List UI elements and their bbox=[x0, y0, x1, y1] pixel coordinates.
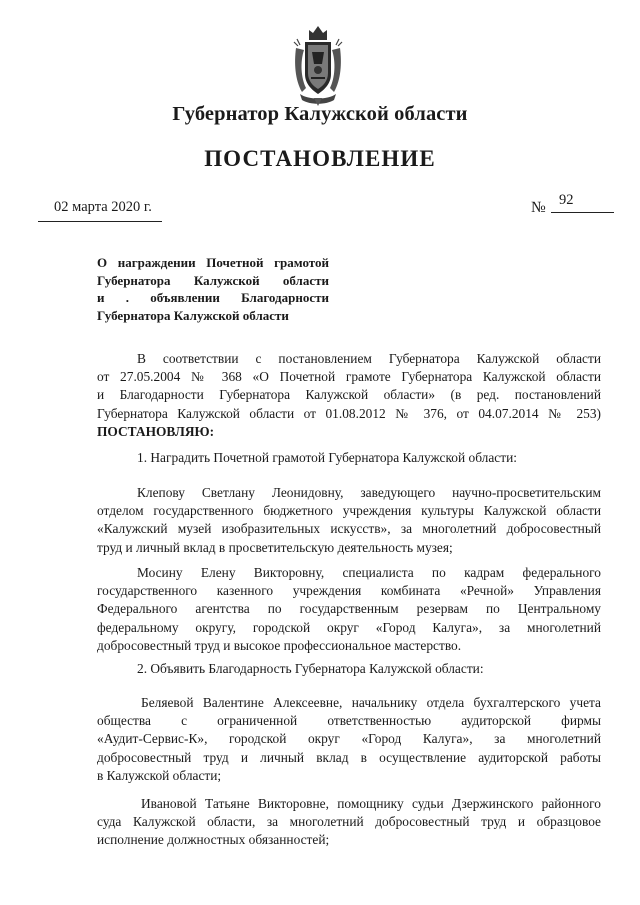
number-underline bbox=[551, 212, 614, 213]
entry-line: добросовестный труд и личный вклад в осуществление аудиторской работы bbox=[97, 749, 601, 765]
entry-line: «Калужский музей изобразительных искусств», за многолетний добросовестный bbox=[97, 521, 601, 537]
entry-line: в Калужской области; bbox=[97, 767, 222, 783]
entry-line: Клепову Светлану Леонидовну, заведующего научно-просветительским bbox=[137, 485, 601, 500]
document-subject bbox=[97, 254, 329, 324]
item1-heading: 1. Наградить Почетной грамотой Губернатора Калужской области: bbox=[137, 450, 517, 465]
item2-heading: 2. Объявить Благодарность Губернатора Калужской области: bbox=[137, 661, 484, 676]
entry-line: отделом государственного бюджетного учреждения культуры Калужской области bbox=[97, 503, 601, 519]
entry-line: Беляевой Валентине Алексеевне, начальнику отдела бухгалтерского учета bbox=[141, 695, 601, 710]
document-type-heading: ПОСТАНОВЛЕНИЕ bbox=[204, 146, 436, 171]
entry-line: суда Калужской области, за многолетний добросовестный труд и образцовое bbox=[97, 814, 601, 830]
item2-heading-block bbox=[97, 660, 601, 678]
date-underline bbox=[38, 221, 162, 222]
gratitude-entry bbox=[97, 795, 601, 850]
item1-heading-block bbox=[97, 449, 601, 467]
award-entry bbox=[97, 484, 601, 557]
entry-line: труд и личный вклад в просветительскую деятельность музея; bbox=[97, 539, 453, 555]
entry-line: исполнение должностных обязанностей; bbox=[97, 832, 330, 848]
preamble-line: В соответствии с постановлением Губернатора Калужской области bbox=[137, 351, 601, 366]
preamble-line: от 27.05.2004 № 368 «О Почетной грамоте Губернатора Калужской области bbox=[97, 369, 601, 385]
entry-line: «Аудит-Сервис-К», городской округ «Город Калуга», за многолетний bbox=[97, 731, 601, 747]
subject-line: и . объявлении Благодарности bbox=[97, 290, 329, 306]
entry-line: государственного казенного учреждения комбината «Речной» Управления bbox=[97, 583, 601, 599]
gratitude-entry bbox=[97, 694, 601, 785]
governor-title: Губернатор Калужской области bbox=[172, 103, 468, 125]
subject-line: О награждении Почетной грамотой bbox=[97, 255, 329, 270]
document-date: 02 марта 2020 г. bbox=[54, 199, 152, 215]
subject-line: Губернатора Калужской области bbox=[97, 272, 329, 288]
entry-line: федеральному округу, городской округ «Город Калуга», за многолетний bbox=[97, 619, 601, 635]
entry-line: Мосину Елену Викторовну, специалиста по кадрам федерального bbox=[137, 565, 601, 580]
preamble-paragraph bbox=[97, 350, 601, 441]
subject-line: Губернатора Калужской области bbox=[97, 307, 289, 323]
preamble-line: Губернатора Калужской области от 01.08.2012 № 376, от 04.07.2014 № 253) bbox=[97, 405, 601, 421]
award-entry bbox=[97, 564, 601, 655]
entry-line: Федерального агентства по государственным резервам по Центральному bbox=[97, 601, 601, 617]
entry-line: добросовестный труд и высокое профессиональное мастерство. bbox=[97, 637, 462, 653]
document-number: 92 bbox=[559, 192, 574, 208]
preamble-line: и Благодарности Губернатора Калужской области» (в ред. постановлений bbox=[97, 387, 601, 403]
coat-of-arms-emblem bbox=[292, 18, 344, 108]
entry-line: общества с ограниченной ответственностью аудиторской фирмы bbox=[97, 713, 601, 729]
number-sign: № bbox=[531, 199, 546, 216]
entry-line: Ивановой Татьяне Викторовне, помощнику судьи Дзержинского районного bbox=[141, 796, 601, 811]
resolve-word: ПОСТАНОВЛЯЮ: bbox=[97, 423, 215, 439]
